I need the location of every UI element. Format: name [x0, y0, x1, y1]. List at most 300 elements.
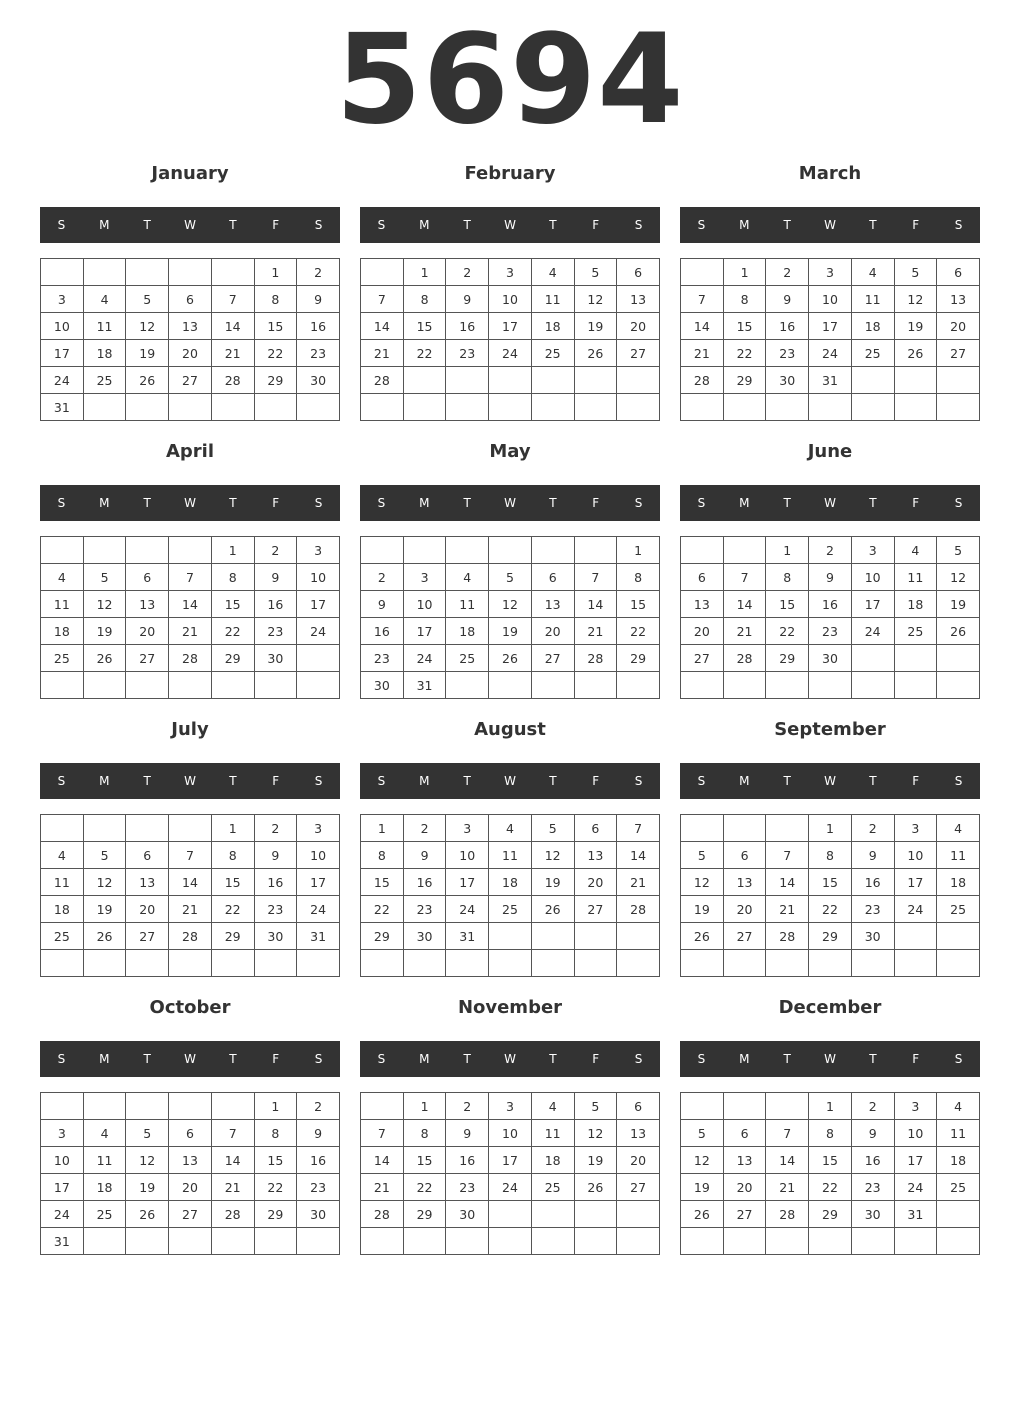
- week-row: [41, 259, 340, 286]
- weekday-header: [40, 485, 340, 521]
- day-cell: 7: [723, 564, 766, 591]
- week-row: [681, 1228, 980, 1255]
- day-cell: 8: [211, 564, 254, 591]
- week-row: [361, 618, 660, 645]
- day-cell: [83, 815, 126, 842]
- week-row: [681, 1174, 980, 1201]
- day-cell: 4: [531, 1093, 574, 1120]
- day-cell: 20: [723, 896, 766, 923]
- day-cell: [211, 672, 254, 699]
- week-row: [361, 1147, 660, 1174]
- day-cell: 1: [809, 815, 852, 842]
- day-cell: [574, 1201, 617, 1228]
- weekday-label: W: [184, 1052, 196, 1066]
- weekday-label: T: [783, 774, 791, 788]
- day-cell: 21: [617, 869, 660, 896]
- weekday-label: S: [377, 774, 386, 788]
- day-cell: [297, 672, 340, 699]
- day-cell: [489, 367, 532, 394]
- day-cell: 5: [83, 564, 126, 591]
- day-cell: 27: [723, 923, 766, 950]
- day-cell: 24: [403, 645, 446, 672]
- day-cell: 15: [254, 313, 297, 340]
- day-cell: [766, 815, 809, 842]
- day-cell: 14: [211, 1147, 254, 1174]
- week-row: [361, 1120, 660, 1147]
- month-title: April: [165, 441, 215, 462]
- day-cell: 17: [41, 1174, 84, 1201]
- week-row: [361, 950, 660, 977]
- day-cell: 18: [41, 618, 84, 645]
- day-cell: 13: [126, 869, 169, 896]
- day-cell: 11: [41, 591, 84, 618]
- day-cell: 19: [126, 1174, 169, 1201]
- weekday-label: T: [143, 218, 151, 232]
- day-cell: 27: [574, 896, 617, 923]
- day-cell: 16: [766, 313, 809, 340]
- day-cell: 15: [723, 313, 766, 340]
- day-cell: 6: [723, 1120, 766, 1147]
- day-cell: 17: [297, 591, 340, 618]
- day-cell: [574, 367, 617, 394]
- day-cell: 26: [681, 1201, 724, 1228]
- week-row: [361, 869, 660, 896]
- week-row: [361, 1228, 660, 1255]
- day-cell: 14: [169, 869, 212, 896]
- day-cell: 12: [574, 286, 617, 313]
- day-cell: 2: [851, 1093, 894, 1120]
- day-cell: [574, 1228, 617, 1255]
- day-cell: [361, 537, 404, 564]
- week-row: [361, 313, 660, 340]
- day-cell: 7: [169, 842, 212, 869]
- day-cell: 2: [297, 1093, 340, 1120]
- day-cell: 6: [723, 842, 766, 869]
- day-cell: [83, 394, 126, 421]
- day-cell: 3: [851, 537, 894, 564]
- day-cell: [894, 923, 937, 950]
- day-cell: 30: [254, 645, 297, 672]
- weekday-label: S: [314, 218, 323, 232]
- day-cell: 20: [617, 313, 660, 340]
- day-cell: [681, 672, 724, 699]
- weekday-label: S: [634, 218, 643, 232]
- week-row: [361, 842, 660, 869]
- day-cell: 8: [766, 564, 809, 591]
- day-cell: [489, 950, 532, 977]
- day-cell: 18: [83, 340, 126, 367]
- day-cell: 21: [723, 618, 766, 645]
- day-cell: 22: [403, 1174, 446, 1201]
- day-cell: 30: [851, 923, 894, 950]
- day-cell: 28: [681, 367, 724, 394]
- day-cell: 29: [617, 645, 660, 672]
- weekday-label: W: [184, 218, 196, 232]
- day-cell: 25: [851, 340, 894, 367]
- week-row: [361, 367, 660, 394]
- day-cell: [297, 394, 340, 421]
- day-cell: 21: [211, 1174, 254, 1201]
- day-cell: 4: [41, 564, 84, 591]
- week-row: [681, 537, 980, 564]
- weekday-label: W: [504, 496, 516, 510]
- weekday-label: S: [57, 774, 66, 788]
- day-cell: 14: [766, 869, 809, 896]
- day-cell: 15: [211, 869, 254, 896]
- day-cell: [126, 815, 169, 842]
- day-cell: 3: [489, 1093, 532, 1120]
- day-cell: [169, 394, 212, 421]
- day-cell: 2: [446, 1093, 489, 1120]
- day-cell: [851, 950, 894, 977]
- day-cell: 1: [211, 537, 254, 564]
- day-cell: [403, 367, 446, 394]
- day-cell: 22: [809, 1174, 852, 1201]
- day-cell: 7: [211, 1120, 254, 1147]
- weekday-header: [360, 485, 660, 521]
- week-row: [361, 672, 660, 699]
- day-grid: [360, 536, 660, 699]
- day-cell: 30: [297, 367, 340, 394]
- day-cell: 26: [489, 645, 532, 672]
- day-cell: 8: [361, 842, 404, 869]
- day-cell: [894, 1228, 937, 1255]
- day-cell: 26: [574, 340, 617, 367]
- day-cell: [361, 1228, 404, 1255]
- day-cell: 25: [531, 340, 574, 367]
- weekday-label: W: [504, 1052, 516, 1066]
- weekday-label: S: [314, 1052, 323, 1066]
- day-cell: 24: [489, 1174, 532, 1201]
- day-cell: 18: [851, 313, 894, 340]
- day-cell: 12: [531, 842, 574, 869]
- day-cell: 20: [937, 313, 980, 340]
- day-cell: 15: [211, 591, 254, 618]
- weekday-header: [40, 1041, 340, 1077]
- day-cell: 10: [809, 286, 852, 313]
- day-cell: 1: [254, 1093, 297, 1120]
- weekday-label: F: [912, 774, 920, 788]
- weekday-label: T: [549, 218, 557, 232]
- day-cell: 29: [723, 367, 766, 394]
- day-cell: 16: [851, 869, 894, 896]
- day-cell: 3: [894, 1093, 937, 1120]
- day-cell: 17: [894, 1147, 937, 1174]
- day-cell: 17: [851, 591, 894, 618]
- day-cell: 19: [681, 896, 724, 923]
- day-cell: 26: [574, 1174, 617, 1201]
- day-cell: [531, 950, 574, 977]
- day-cell: [446, 537, 489, 564]
- day-cell: 9: [254, 842, 297, 869]
- month-title: July: [171, 719, 209, 740]
- day-cell: [809, 672, 852, 699]
- day-cell: 29: [766, 645, 809, 672]
- week-row: [681, 815, 980, 842]
- day-cell: 13: [681, 591, 724, 618]
- week-row: [41, 591, 340, 618]
- day-cell: 30: [297, 1201, 340, 1228]
- day-cell: 29: [809, 1201, 852, 1228]
- day-cell: [681, 950, 724, 977]
- day-cell: 20: [723, 1174, 766, 1201]
- day-cell: 9: [254, 564, 297, 591]
- day-cell: [297, 645, 340, 672]
- day-cell: [937, 672, 980, 699]
- day-cell: [851, 645, 894, 672]
- day-cell: 20: [574, 869, 617, 896]
- day-cell: 1: [617, 537, 660, 564]
- day-cell: 4: [41, 842, 84, 869]
- day-cell: [126, 950, 169, 977]
- day-cell: 8: [254, 286, 297, 313]
- weekday-label: M: [739, 496, 750, 510]
- day-cell: [361, 394, 404, 421]
- week-row: [361, 591, 660, 618]
- day-cell: 25: [83, 367, 126, 394]
- day-cell: 20: [681, 618, 724, 645]
- day-cell: 24: [851, 618, 894, 645]
- day-cell: 3: [297, 537, 340, 564]
- day-cell: [809, 950, 852, 977]
- day-cell: 12: [681, 1147, 724, 1174]
- day-cell: 29: [211, 645, 254, 672]
- day-cell: 25: [894, 618, 937, 645]
- day-cell: 8: [617, 564, 660, 591]
- day-cell: 4: [83, 286, 126, 313]
- day-cell: [723, 394, 766, 421]
- day-cell: 29: [211, 923, 254, 950]
- day-cell: 13: [574, 842, 617, 869]
- day-cell: 16: [809, 591, 852, 618]
- day-cell: 8: [403, 286, 446, 313]
- day-cell: [851, 1228, 894, 1255]
- day-cell: 3: [446, 815, 489, 842]
- day-cell: 29: [361, 923, 404, 950]
- day-cell: [766, 1228, 809, 1255]
- weekday-label: S: [954, 218, 963, 232]
- day-cell: 20: [531, 618, 574, 645]
- weekday-label: M: [419, 218, 430, 232]
- day-cell: 1: [723, 259, 766, 286]
- day-cell: 7: [766, 1120, 809, 1147]
- week-row: [41, 672, 340, 699]
- weekday-label: S: [314, 496, 323, 510]
- weekday-label: S: [377, 496, 386, 510]
- day-cell: [766, 1093, 809, 1120]
- day-cell: [169, 950, 212, 977]
- day-cell: 18: [937, 869, 980, 896]
- week-row: [41, 1093, 340, 1120]
- day-cell: [531, 1228, 574, 1255]
- day-cell: 10: [297, 842, 340, 869]
- day-cell: [766, 394, 809, 421]
- day-cell: 3: [41, 1120, 84, 1147]
- weekday-label: W: [824, 1052, 836, 1066]
- day-cell: [937, 645, 980, 672]
- day-cell: [41, 259, 84, 286]
- weekday-label: S: [57, 496, 66, 510]
- day-cell: [446, 367, 489, 394]
- day-cell: 4: [937, 815, 980, 842]
- day-cell: 4: [937, 1093, 980, 1120]
- day-cell: 19: [489, 618, 532, 645]
- weekday-label: M: [419, 774, 430, 788]
- month-title: March: [798, 163, 862, 184]
- weekday-label: M: [419, 496, 430, 510]
- day-cell: 25: [41, 645, 84, 672]
- day-cell: [809, 1228, 852, 1255]
- day-cell: 12: [681, 869, 724, 896]
- weekday-label: S: [954, 1052, 963, 1066]
- day-cell: 28: [169, 645, 212, 672]
- weekday-label: M: [99, 496, 110, 510]
- week-row: [681, 869, 980, 896]
- week-row: [41, 1174, 340, 1201]
- day-cell: 21: [574, 618, 617, 645]
- day-cell: 16: [297, 1147, 340, 1174]
- day-cell: 30: [403, 923, 446, 950]
- month-title: June: [807, 441, 853, 462]
- day-cell: [489, 672, 532, 699]
- day-cell: 21: [681, 340, 724, 367]
- day-cell: 6: [617, 259, 660, 286]
- day-cell: 27: [723, 1201, 766, 1228]
- day-cell: 31: [894, 1201, 937, 1228]
- day-cell: [489, 394, 532, 421]
- day-cell: 3: [489, 259, 532, 286]
- day-cell: 31: [809, 367, 852, 394]
- day-cell: 24: [446, 896, 489, 923]
- day-cell: [489, 537, 532, 564]
- day-cell: 1: [361, 815, 404, 842]
- day-cell: 1: [254, 259, 297, 286]
- day-cell: [617, 1201, 660, 1228]
- day-cell: 20: [617, 1147, 660, 1174]
- day-cell: 14: [361, 1147, 404, 1174]
- weekday-label: M: [739, 218, 750, 232]
- day-cell: [211, 1093, 254, 1120]
- weekday-label: S: [634, 496, 643, 510]
- day-cell: 13: [531, 591, 574, 618]
- day-cell: 15: [254, 1147, 297, 1174]
- weekday-label: F: [912, 1052, 920, 1066]
- week-row: [681, 313, 980, 340]
- day-cell: 24: [41, 1201, 84, 1228]
- day-cell: [937, 923, 980, 950]
- day-cell: 29: [809, 923, 852, 950]
- day-cell: 26: [531, 896, 574, 923]
- day-cell: 16: [446, 1147, 489, 1174]
- day-cell: [766, 672, 809, 699]
- day-cell: 22: [211, 896, 254, 923]
- day-cell: 21: [211, 340, 254, 367]
- day-cell: 27: [169, 1201, 212, 1228]
- day-cell: [403, 537, 446, 564]
- weekday-header: [680, 763, 980, 799]
- day-cell: [937, 367, 980, 394]
- day-cell: [489, 1201, 532, 1228]
- day-cell: [851, 367, 894, 394]
- day-cell: 12: [83, 591, 126, 618]
- day-cell: 28: [169, 923, 212, 950]
- day-cell: [361, 950, 404, 977]
- day-cell: [297, 950, 340, 977]
- weekday-label: T: [549, 774, 557, 788]
- day-cell: 18: [894, 591, 937, 618]
- day-cell: 7: [211, 286, 254, 313]
- day-cell: [723, 815, 766, 842]
- weekday-label: W: [824, 218, 836, 232]
- day-cell: 28: [361, 367, 404, 394]
- weekday-label: S: [634, 774, 643, 788]
- day-grid: [680, 258, 980, 421]
- week-row: [361, 896, 660, 923]
- weekday-label: F: [592, 774, 600, 788]
- weekday-label: M: [99, 1052, 110, 1066]
- day-cell: 21: [169, 896, 212, 923]
- month-title: September: [774, 719, 886, 740]
- day-cell: 16: [851, 1147, 894, 1174]
- day-cell: 27: [126, 645, 169, 672]
- day-cell: [723, 1228, 766, 1255]
- day-cell: [211, 394, 254, 421]
- day-cell: 25: [937, 1174, 980, 1201]
- day-cell: 3: [41, 286, 84, 313]
- week-row: [41, 564, 340, 591]
- day-cell: 29: [254, 367, 297, 394]
- day-cell: 9: [446, 286, 489, 313]
- week-row: [361, 1201, 660, 1228]
- weekday-label: F: [592, 1052, 600, 1066]
- day-cell: 8: [254, 1120, 297, 1147]
- day-cell: 29: [254, 1201, 297, 1228]
- day-cell: 9: [403, 842, 446, 869]
- day-cell: 1: [403, 1093, 446, 1120]
- week-row: [681, 923, 980, 950]
- week-row: [681, 591, 980, 618]
- day-cell: 21: [361, 1174, 404, 1201]
- day-cell: [681, 815, 724, 842]
- day-cell: 5: [937, 537, 980, 564]
- day-cell: 15: [361, 869, 404, 896]
- day-cell: [489, 923, 532, 950]
- day-cell: [531, 367, 574, 394]
- week-row: [681, 842, 980, 869]
- day-cell: 12: [83, 869, 126, 896]
- day-cell: [403, 950, 446, 977]
- day-cell: 28: [361, 1201, 404, 1228]
- day-cell: 27: [617, 340, 660, 367]
- day-cell: 12: [126, 1147, 169, 1174]
- day-cell: 6: [169, 286, 212, 313]
- day-grid: [360, 1092, 660, 1255]
- day-cell: 28: [766, 1201, 809, 1228]
- weekday-label: S: [697, 496, 706, 510]
- week-row: [681, 367, 980, 394]
- week-row: [361, 645, 660, 672]
- day-cell: 16: [446, 313, 489, 340]
- day-cell: 13: [723, 869, 766, 896]
- day-cell: 17: [297, 869, 340, 896]
- day-cell: 21: [766, 1174, 809, 1201]
- day-cell: 28: [574, 645, 617, 672]
- day-cell: [169, 1228, 212, 1255]
- day-cell: 27: [681, 645, 724, 672]
- weekday-label: S: [697, 218, 706, 232]
- week-row: [361, 286, 660, 313]
- day-grid: [680, 814, 980, 977]
